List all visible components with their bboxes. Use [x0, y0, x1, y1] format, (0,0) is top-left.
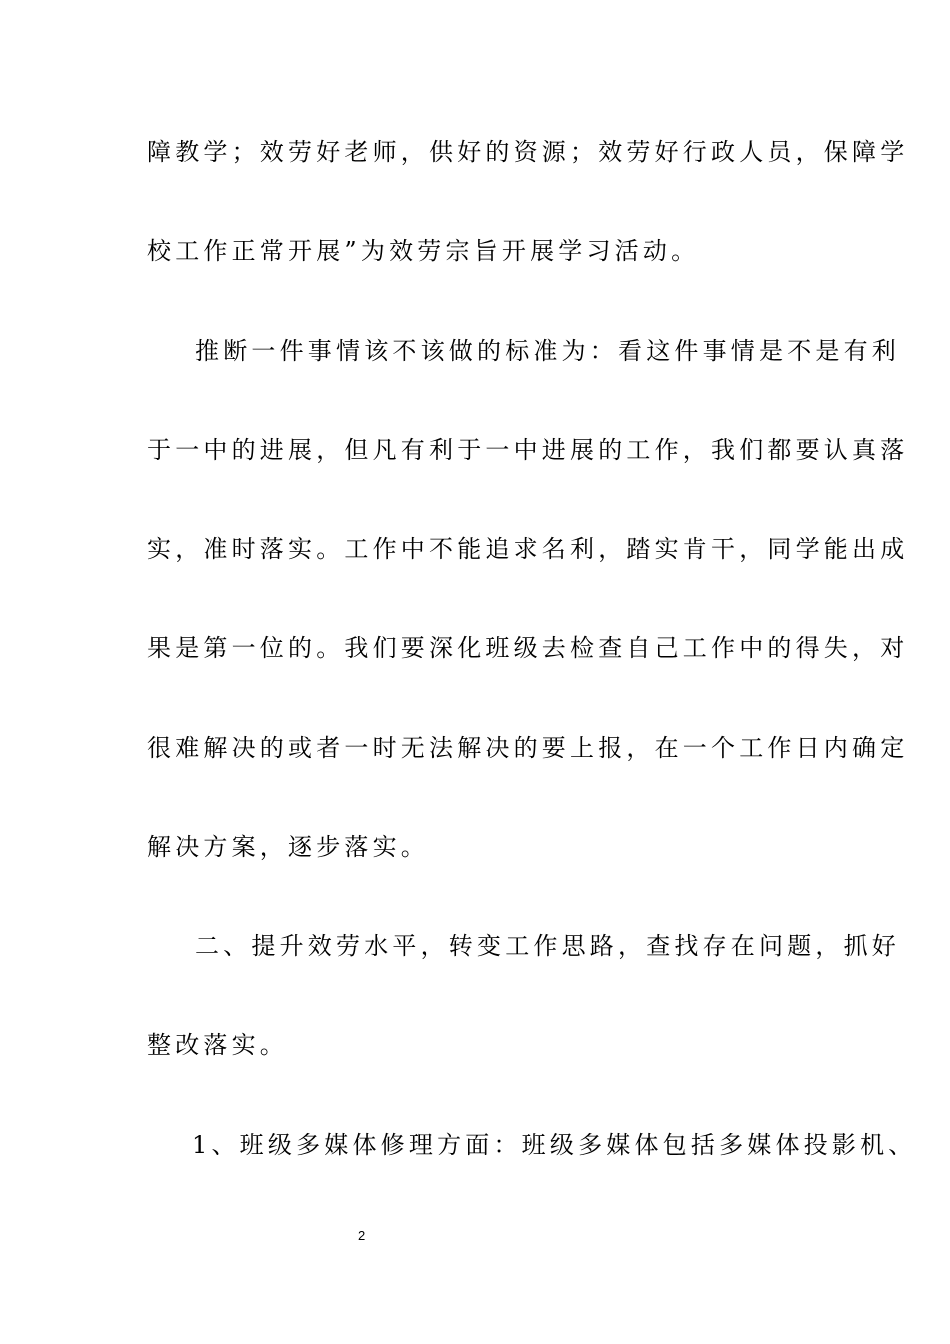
text-line-6: 果是第一位的。我们要深化班级去检查自己工作中的得失，对	[147, 634, 909, 662]
text-line-2: 校工作正常开展”为效劳宗旨开展学习活动。	[147, 237, 700, 265]
text-line-9: 二、提升效劳水平，转变工作思路，查找存在问题，抓好	[195, 932, 900, 960]
text-line-5: 实，准时落实。工作中不能追求名利，踏实肯干，同学能出成	[147, 535, 909, 563]
text-line-4: 于一中的进展，但凡有利于一中进展的工作，我们都要认真落	[147, 436, 909, 464]
text-line-3: 推断一件事情该不该做的标准为：看这件事情是不是有利	[195, 337, 900, 365]
text-line-1: 障教学；效劳好老师，供好的资源；效劳好行政人员，保障学	[147, 138, 909, 166]
text-line-8: 解决方案，逐步落实。	[147, 833, 429, 861]
text-line-10: 整改落实。	[147, 1031, 288, 1059]
page-number: 2	[358, 1228, 366, 1243]
text-line-7: 很难解决的或者一时无法解决的要上报，在一个工作日内确定	[147, 734, 909, 762]
text-line-11: 1、班级多媒体修理方面：班级多媒体包括多媒体投影机、	[192, 1131, 917, 1159]
